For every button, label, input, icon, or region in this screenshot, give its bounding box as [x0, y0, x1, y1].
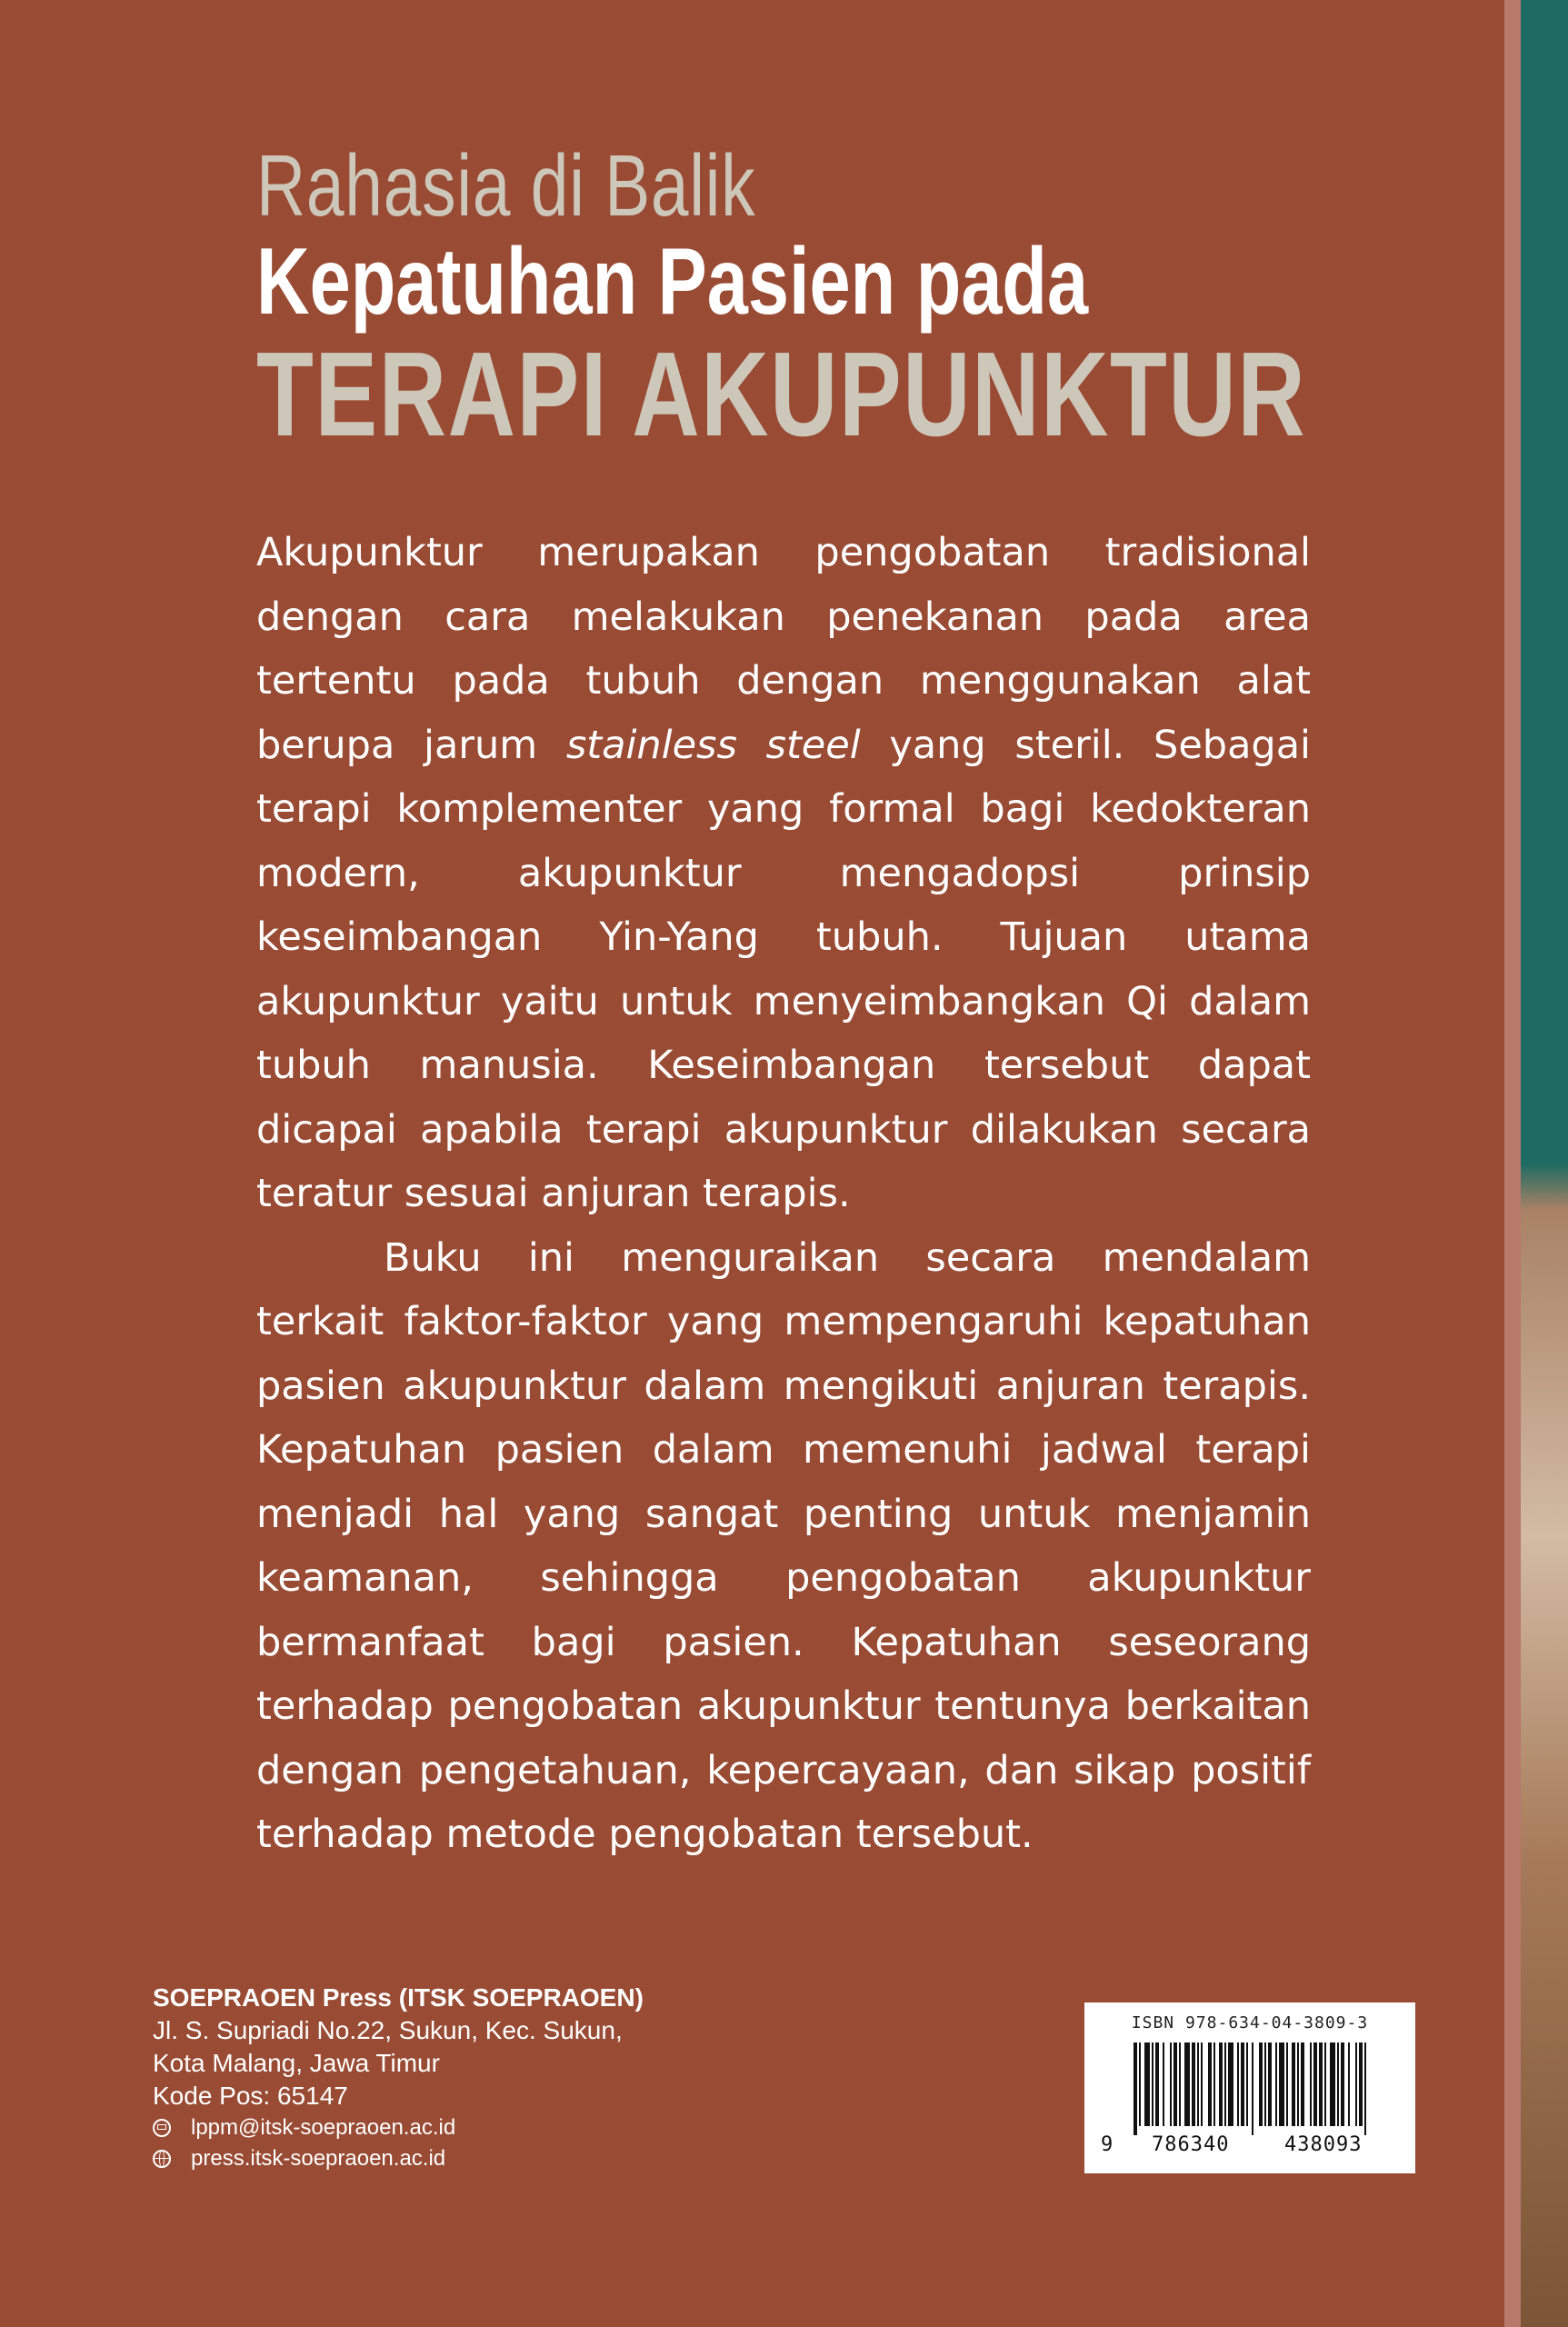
publisher-email: lppm@itsk-soepraoen.ac.id — [191, 2115, 456, 2140]
isbn-barcode — [1084, 2002, 1415, 2173]
barcode-bar — [1192, 2042, 1195, 2126]
barcode-bar — [1252, 2042, 1253, 2135]
barcode-bar — [1228, 2042, 1233, 2126]
globe-icon — [153, 2150, 171, 2168]
mail-icon — [153, 2119, 171, 2137]
barcode-bar — [1341, 2042, 1344, 2126]
barcode-bar — [1286, 2042, 1288, 2126]
barcode-bar — [1264, 2042, 1266, 2126]
barcode-bar — [1155, 2042, 1159, 2126]
barcode-bar — [1184, 2042, 1190, 2126]
barcode-bar — [1364, 2042, 1366, 2135]
publisher-address-2: Kota Malang, Jawa Timur — [153, 2049, 440, 2077]
publisher-postal: Kode Pos: 65147 — [153, 2082, 348, 2110]
publisher-info — [153, 1982, 880, 2174]
barcode-bar — [1337, 2042, 1339, 2126]
barcode-bar — [1324, 2042, 1326, 2126]
title-line-2: Kepatuhan Pasien pada — [256, 229, 1089, 335]
isbn-digits-left: 786340 — [1152, 2133, 1230, 2156]
publisher-address-1: Jl. S. Supriadi No.22, Sukun, Kec. Sukun, — [153, 2016, 623, 2044]
publisher-email-row — [153, 2112, 880, 2143]
barcode-bar — [1246, 2042, 1248, 2126]
barcode-bar — [1319, 2042, 1323, 2126]
publisher-website: press.itsk-soepraoen.ac.id — [191, 2146, 446, 2171]
barcode-bar — [1348, 2042, 1350, 2126]
title-line-1: Rahasia di Balik — [256, 137, 756, 235]
barcode-bars — [1134, 2042, 1368, 2135]
publisher-name: SOEPRAOEN Press (ITSK SOEPRAOEN) — [153, 1983, 644, 2012]
title-line-3: TERAPI AKUPUNKTUR — [256, 327, 1307, 461]
blurb-paragraph-1 — [256, 521, 1311, 1226]
front-cover-edge — [1521, 0, 1568, 2327]
barcode-bar — [1301, 2042, 1304, 2126]
barcode-bar — [1297, 2042, 1299, 2126]
barcode-bar — [1310, 2042, 1312, 2126]
barcode-bar — [1241, 2042, 1244, 2126]
barcode-bar — [1152, 2042, 1154, 2126]
barcode-bar — [1134, 2042, 1137, 2135]
isbn-digit-lead: 9 — [1101, 2133, 1114, 2156]
barcode-bar — [1144, 2042, 1150, 2126]
barcode-bar — [1219, 2042, 1223, 2126]
barcode-bar — [1208, 2042, 1212, 2126]
barcode-bar — [1201, 2042, 1203, 2126]
blurb-p1-italic: stainless steel — [565, 722, 861, 768]
barcode-bar — [1268, 2042, 1272, 2126]
barcode-bar — [1313, 2042, 1317, 2126]
blurb-paragraph-2: Buku ini menguraikan secara mendalam terkait faktor-faktor yang mempengaruhi kepatuhan pasien akupunktur dalam mengikuti anjuran terapis. Kepatuhan pasien dalam memenuhi jadwal terapi menjadi hal yang sangat penting untuk menjamin keamanan, sehingga pengobatan akupunktur bermanfaat bagi pasien. Kepatuhan seseorang terhadap pengobatan akupunktur tentunya berkaitan dengan pengetahuan, kepercayaan, dan sikap positif terhadap metode pengobatan tersebut. — [256, 1234, 1311, 1857]
isbn-digits-right: 438093 — [1284, 2133, 1363, 2156]
publisher-website-row — [153, 2143, 880, 2174]
barcode-bar — [1330, 2042, 1335, 2126]
isbn-label: ISBN 978-634-04-3809-3 — [1131, 2013, 1369, 2032]
barcode-bar — [1355, 2042, 1357, 2126]
barcode-bar — [1139, 2042, 1141, 2126]
barcode-bar — [1213, 2042, 1215, 2126]
barcode-bar — [1292, 2042, 1295, 2126]
barcode-bar — [1179, 2042, 1181, 2126]
barcode-bar — [1259, 2042, 1263, 2126]
barcode-bar — [1279, 2042, 1284, 2126]
blurb-p1-text-a: Akupunktur merupakan pengobatan tradisional dengan cara melakukan penekanan pada area tertentu pada tubuh dengan menggunakan alat berupa jarum — [256, 530, 1311, 768]
barcode-bar — [1174, 2042, 1177, 2126]
barcode-bar — [1224, 2042, 1226, 2126]
barcode-bar — [1237, 2042, 1239, 2126]
book-title — [256, 136, 1307, 461]
barcode-bar — [1170, 2042, 1172, 2126]
spine-edge — [1504, 0, 1521, 2327]
blurb-p1-text-b: yang steril. Sebagai terapi komplementer yang formal bagi kedokteran modern, akupunktur mengadopsi prinsip keseimbangan Yin-Yang tubuh. Tujuan utama akupunktur yaitu untuk menyeimbangkan Qi dalam tubuh manusia. Keseimbangan tersebut dapat dicapai apabila terapi akupunktur dilakukan secara teratur sesuai anjuran terapis. — [256, 722, 1312, 1216]
barcode-bar — [1275, 2042, 1277, 2126]
barcode-bar — [1359, 2042, 1363, 2126]
barcode-bar — [1197, 2042, 1199, 2126]
barcode-bar — [1163, 2042, 1164, 2126]
blurb — [256, 521, 1311, 1867]
